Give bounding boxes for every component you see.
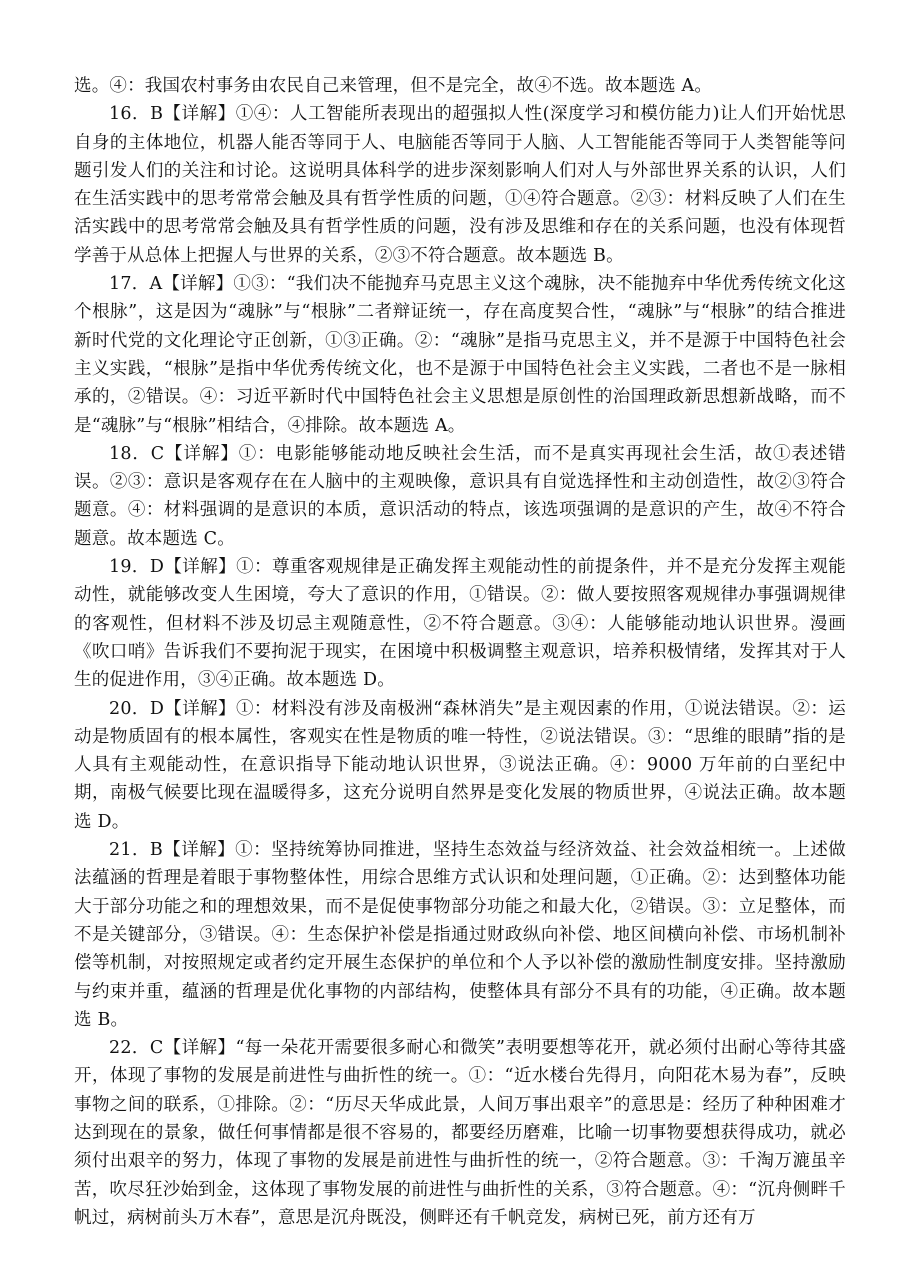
answer-paragraph-15-tail: 选。④：我国农村事务由农民自己来管理，但不是完全，故④不选。故本题选 A。: [74, 76, 713, 96]
answer-explanations-page: [74, 72, 846, 1232]
answer-paragraph-19: 19．D【详解】①：尊重客观规律是正确发挥主观能动性的前提条件，并不是充分发挥主观能动性，就能够改变人生困境，夸大了意识的作用，①错误。②：做人要按照客观规律办事强调规律的客观性，但材料不涉及切忌主观随意性，②不符合题意。③④：人能够能动地认识世界。漫画《吹口哨》告诉我们不要拘泥于现实，在困境中积极调整主观意识，培养积极情绪，发挥其对于人生的促进作用，③④正确。故本题选 D。: [74, 557, 846, 691]
answer-paragraph-17: 17．A【详解】①③：“我们决不能抛弃马克思主义这个魂脉，决不能抛弃中华优秀传统文化这个根脉”，这是因为“魂脉”与“根脉”二者辩证统一，存在高度契合性，“魂脉”与“根脉”的结合推进新时代党的文化理论守正创新，①③正确。②：“魂脉”是指马克思主义，并不是源于中国特色社会主义实践，“根脉”是指中华优秀传统文化，也不是源于中国特色社会主义实践，二者也不是一脉相承的，②错误。④：习近平新时代中国特色社会主义思想是原创性的治国理政新思想新战略，而不是“魂脉”与“根脉”相结合，④排除。故本题选 A。: [74, 274, 846, 436]
answer-paragraph-20: 20．D【详解】①：材料没有涉及南极洲“森林消失”是主观因素的作用，①说法错误。②：运动是物质固有的根本属性，客观实在性是物质的唯一特性，②说法错误。③：“思维的眼睛”指的是人具有主观能动性，在意识指导下能动地认识世界，③说法正确。④：9000 万年前的白垩纪中期，南极气候要比现在温暖得多，这充分说明自然界是变化发展的物质世界，④说法正确。故本题选 D。: [74, 698, 846, 832]
answer-paragraph-16: 16．B【详解】①④：人工智能所表现出的超强拟人性(深度学习和模仿能力)让人们开始忧思自身的主体地位，机器人能否等同于人、电脑能否等同于人脑、人工智能能否等同于人类智能等问题引发人们的关注和讨论。这说明具体科学的进步深刻影响人们对人与外部世界关系的认识，人们在生活实践中的思考常常会触及具有哲学性质的问题，①④符合题意。②③：材料反映了人们在生活实践中的思考常常会触及具有哲学性质的问题，没有涉及思维和存在的关系问题，也没有体现哲学善于从总体上把握人与世界的关系，②③不符合题意。故本题选 B。: [74, 104, 846, 266]
answer-paragraph-22: 22．C【详解】“每一朵花开需要很多耐心和微笑”表明要想等花开，就必须付出耐心等待其盛开，体现了事物的发展是前进性与曲折性的统一。①：“近水楼台先得月，向阳花木易为春”，反映事物之间的联系，①排除。②：“历尽天华成此景，人间万事出艰辛”的意思是：经历了种种困难才达到现在的景象，做任何事情都是很不容易的，都要经历磨难，比喻一切事物要想获得成功，就必须付出艰辛的努力，体现了事物的发展是前进性与曲折性的统一，②符合题意。③：千淘万漉虽辛苦，吹尽狂沙始到金，这体现了事物发展的前进性与曲折性的关系，③符合题意。④：“沉舟侧畔千帆过，病树前头万木春”，意思是沉舟既没，侧畔还有千帆竞发，病树已死，前方还有万: [74, 1038, 846, 1228]
answer-paragraph-21: 21．B【详解】①：坚持统筹协同推进，坚持生态效益与经济效益、社会效益相统一。上述做法蕴涵的哲理是着眼于事物整体性，用综合思维方式认识和处理问题，①正确。②：达到整体功能大于部分功能之和的理想效果，而不是促使事物部分功能之和最大化，②错误。③：立足整体，而不是关键部分，③错误。④：生态保护补偿是指通过财政纵向补偿、地区间横向补偿、市场机制补偿等机制，对按照规定或者约定开展生态保护的单位和个人予以补偿的激励性制度安排。坚持激励与约束并重，蕴涵的哲理是优化事物的内部结构，使整体具有部分不具有的功能，④正确。故本题选 B。: [74, 840, 846, 1030]
answer-paragraph-18: 18．C【详解】①：电影能够能动地反映社会生活，而不是真实再现社会生活，故①表述错误。②③：意识是客观存在在人脑中的主观映像，意识具有自觉选择性和主动创造性，故②③符合题意。④：材料强调的是意识的本质，意识活动的特点，该选项强调的是意识的产生，故④不符合题意。故本题选 C。: [74, 443, 846, 549]
